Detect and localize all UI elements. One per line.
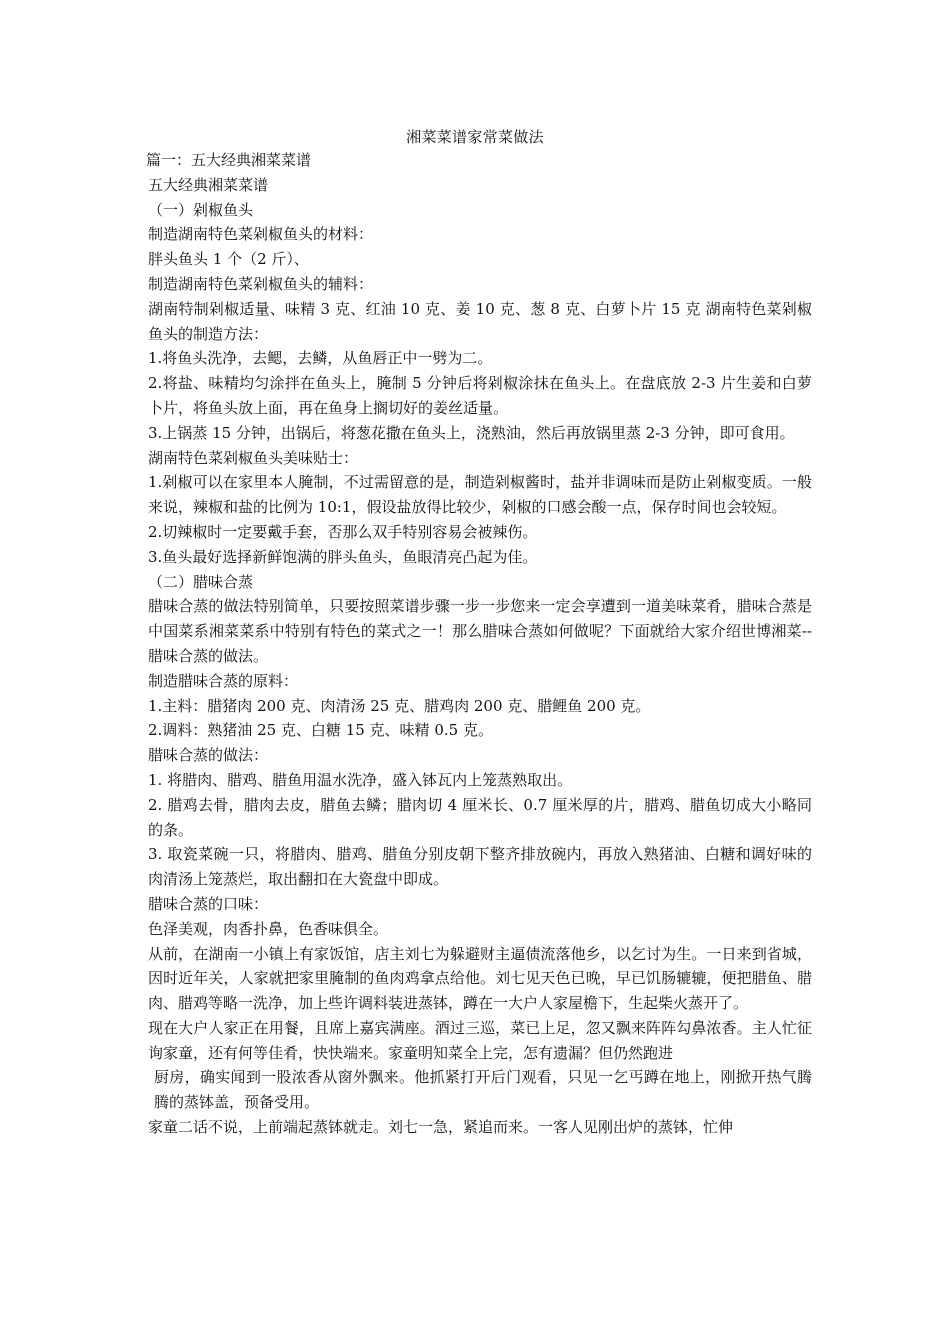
paragraph: 腊味合蒸的做法特别简单，只要按照菜谱步骤一步一步您来一定会享遭到一道美味菜肴，腊味合蒸是中国菜系湘菜菜系中特别有特色的菜式之一！那么腊味合蒸如何做呢？下面就给大家介绍世博湘菜--腊味合蒸的做法。 xyxy=(148,597,812,665)
list-item: 1.剁椒可以在家里本人腌制，不过需留意的是，制造剁椒酱时，盐并非调味而是防止剁椒变质。一般来说，辣椒和盐的比例为 10:1，假设盐放得比较少，剁椒的口感会酸一点，保存时间也会较短。 xyxy=(148,473,812,517)
document-body xyxy=(146,148,812,1140)
list-item: 2.将盐、味精均匀涂拌在鱼头上，腌制 5 分钟后将剁椒涂抹在鱼头上。在盘底放 2-3 片生姜和白萝卜片，将鱼头放上面，再在鱼身上搁切好的姜丝适量。 xyxy=(148,374,812,417)
paragraph: 湖南特色菜剁椒鱼头美味贴士： xyxy=(148,448,359,467)
list-item: 1. 将腊肉、腊鸡、腊鱼用温水洗净，盛入钵瓦内上笼蒸熟取出。 xyxy=(148,770,573,789)
paragraph: 从前，在湖南一小镇上有家饭馆，店主刘七为躲避财主逼债流落他乡，以乞讨为生。一日来到省城，因时近年关，人家就把家里腌制的鱼肉鸡拿点给他。刘七见天色已晚，早已饥肠辘辘，便把腊鱼、腊肉、腊鸡等略一洗净，加上些许调料装进蒸钵，蹲在一大户人家屋檐下，生起柴火蒸开了。 xyxy=(148,944,812,1013)
paragraph: 制造湖南特色菜剁椒鱼头的材料： xyxy=(148,225,374,244)
paragraph: 制造湖南特色菜剁椒鱼头的辅料： xyxy=(148,274,374,293)
list-item: 3.鱼头最好选择新鲜饱满的胖头鱼头，鱼眼清亮凸起为佳。 xyxy=(148,547,538,566)
list-item: 2.切辣椒时一定要戴手套，否那么双手特别容易会被辣伤。 xyxy=(148,522,538,541)
dish-heading: （二）腊味合蒸 xyxy=(148,572,254,591)
paragraph: 现在大户人家正在用餐，且席上嘉宾满座。酒过三巡，菜已上足，忽又飘来阵阵勾鼻浓香。主人忙征询家童，还有何等佳肴，快快端来。家童明知菜全上完，怎有遗漏？但仍然跑进 xyxy=(148,1018,812,1062)
paragraph: 色泽美观，肉香扑鼻，色香味俱全。 xyxy=(148,919,389,938)
paragraph: 家童二话不说，上前端起蒸钵就走。刘七一急，紧追而来。一客人见刚出炉的蒸钵，忙伸 xyxy=(148,1118,734,1137)
list-item: 3. 取瓷菜碗一只，将腊肉、腊鸡、腊鱼分别皮朝下整齐排放碗内，再放入熟猪油、白糖和调好味的肉清汤上笼蒸烂，取出翻扣在大瓷盘中即成。 xyxy=(148,845,812,889)
dish-heading: （一）剁椒鱼头 xyxy=(148,200,254,219)
paragraph: 厨房，确实闻到一股浓香从窗外飘来。他抓紧打开后门观看，只见一乞丐蹲在地上，刚掀开热气腾腾的蒸钵盖，预备受用。 xyxy=(154,1068,812,1112)
document-title: 湘菜菜谱家常菜做法 xyxy=(406,128,544,146)
list-item: 1.将鱼头洗净，去鳃，去鳞，从鱼唇正中一劈为二。 xyxy=(148,349,493,368)
subsection-heading: 五大经典湘菜菜谱 xyxy=(148,175,269,194)
section-heading: 篇一：五大经典湘菜菜谱 xyxy=(146,151,312,169)
paragraph: 制造腊味合蒸的原料： xyxy=(148,671,299,690)
list-item: 2.调料：熟猪油 25 克、白糖 15 克、味精 0.5 克。 xyxy=(148,721,493,740)
list-item: 2. 腊鸡去骨，腊肉去皮，腊鱼去鳞；腊肉切 4 厘米长、0.7 厘米厚的片，腊鸡、腊鱼切成大小略同的条。 xyxy=(148,795,812,839)
paragraph: 胖头鱼头 1 个（2 斤）、 xyxy=(148,250,309,269)
paragraph: 湖南特制剁椒适量、味精 3 克、红油 10 克、姜 10 克、葱 8 克、白萝卜片 15 克 湖南特色菜剁椒鱼头的制造方法： xyxy=(148,299,812,343)
list-item: 3.上锅蒸 15 分钟，出锅后，将葱花撒在鱼头上，浇熟油，然后再放锅里蒸 2-3 分钟，即可食用。 xyxy=(148,423,795,442)
paragraph: 腊味合蒸的做法： xyxy=(148,746,269,765)
paragraph: 腊味合蒸的口味： xyxy=(148,894,269,913)
list-item: 1.主料：腊猪肉 200 克、肉清汤 25 克、腊鸡肉 200 克、腊鲤鱼 200 克。 xyxy=(148,696,651,715)
